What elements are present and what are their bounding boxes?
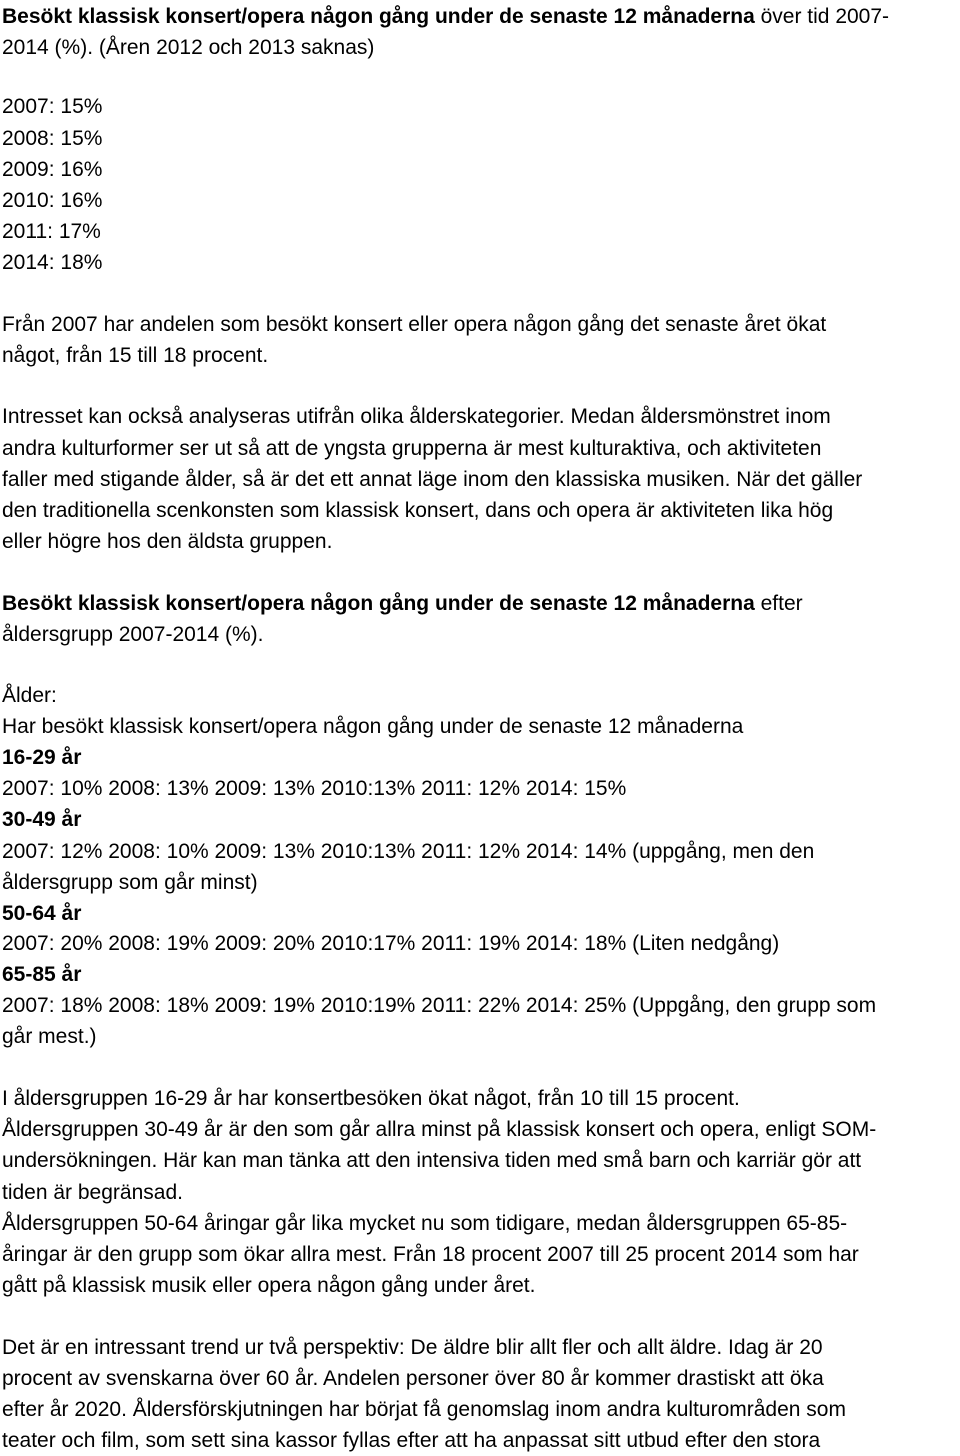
paragraph-3-line: Det är en intressant trend ur två perspektiv: De äldre blir allt fler och allt äldre. Idag är 20 (2, 1336, 823, 1359)
heading-1-rest: över tid 2007- (754, 5, 890, 28)
paragraph-2-line: åringar är den grupp som ökar allra mest. Från 18 procent 2007 till 25 procent 2014 som har (2, 1243, 859, 1266)
paragraph-2-line: gått på klassisk musik eller opera någon gång under året. (2, 1274, 536, 1297)
age-group-name: 65-85 år (2, 963, 82, 986)
paragraph-3-line: procent av svenskarna över 60 år. Andelen personer över 80 år kommer drastiskt att öka (2, 1367, 824, 1390)
age-group-name: 30-49 år (2, 808, 82, 831)
heading-2-rest: efter (754, 592, 803, 615)
heading-1-bold: Besökt klassisk konsert/opera någon gång under de senaste 12 månaderna (2, 5, 755, 28)
paragraph-2-line: Åldersgruppen 30-49 år är den som går allra minst på klassisk konsert och opera, enligt SOM- (2, 1118, 877, 1141)
paragraph-1-line: faller med stigande ålder, så är det ett annat läge inom den klassiska musiken. När det gäller (2, 468, 863, 491)
age-group-values: 2007: 12% 2008: 10% 2009: 13% 2010:13% 2011: 12% 2014: 14% (uppgång, men den (2, 840, 815, 863)
heading-1-line-2: 2014 (%). (Åren 2012 och 2013 saknas) (2, 36, 375, 59)
paragraph-1-line: eller högre hos den äldsta gruppen. (2, 530, 333, 553)
yearly-item: 2007: 15% (2, 95, 103, 118)
heading-2-bold: Besökt klassisk konsert/opera någon gång under de senaste 12 månaderna (2, 592, 755, 615)
paragraph-2-line: Åldersgruppen 50-64 åringar går lika mycket nu som tidigare, medan åldersgruppen 65-85- (2, 1212, 848, 1235)
yearly-item: 2011: 17% (2, 220, 101, 243)
heading-2-line-2: åldersgrupp 2007-2014 (%). (2, 623, 264, 646)
age-group-name: 16-29 år (2, 746, 82, 769)
age-group-values: 2007: 10% 2008: 13% 2009: 13% 2010:13% 2011: 12% 2014: 15% (2, 777, 627, 800)
age-subtitle: Har besökt klassisk konsert/opera någon gång under de senaste 12 månaderna (2, 715, 744, 738)
paragraph-1-line: andra kulturformer ser ut så att de yngsta grupperna är mest kulturaktiva, och aktiviteten (2, 437, 822, 460)
yearly-item: 2010: 16% (2, 189, 103, 212)
paragraph-2-line: I åldersgruppen 16-29 år har konsertbesöken ökat något, från 10 till 15 procent. (2, 1087, 740, 1110)
age-group-values: 2007: 18% 2008: 18% 2009: 19% 2010:19% 2011: 22% 2014: 25% (Uppgång, den grupp som (2, 994, 877, 1017)
yearly-item: 2008: 15% (2, 127, 103, 150)
summary-line: Från 2007 har andelen som besökt konsert eller opera någon gång det senaste året ökat (2, 313, 827, 336)
yearly-item: 2014: 18% (2, 251, 103, 274)
summary-line: något, från 15 till 18 procent. (2, 344, 269, 367)
paragraph-1-line: Intresset kan också analyseras utifrån olika ålderskategorier. Medan åldersmönstret inom (2, 405, 831, 428)
yearly-item: 2009: 16% (2, 158, 103, 181)
age-group-values: 2007: 20% 2008: 19% 2009: 20% 2010:17% 2011: 19% 2014: 18% (Liten nedgång) (2, 932, 780, 955)
paragraph-3-line: teater och film, som sett sina kassor fyllas efter att ha anpassat sitt utbud efter den stora (2, 1429, 821, 1452)
paragraph-2-line: undersökningen. Här kan man tänka att den intensiva tiden med små barn och karriär gör att (2, 1149, 862, 1172)
paragraph-1-line: den traditionella scenkonsten som klassisk konsert, dans och opera är aktiviteten lika hög (2, 499, 834, 522)
age-group-values: åldersgrupp som går minst) (2, 871, 258, 894)
age-group-values: går mest.) (2, 1025, 97, 1048)
heading-1-line-1 (2, 2, 889, 32)
age-label: Ålder: (2, 684, 57, 707)
heading-2-line-1 (2, 589, 803, 619)
paragraph-3-line: efter år 2020. Åldersförskjutningen har börjat få genomslag inom andra kulturområden som (2, 1398, 846, 1421)
paragraph-2-line: tiden är begränsad. (2, 1181, 183, 1204)
age-group-name: 50-64 år (2, 902, 82, 925)
